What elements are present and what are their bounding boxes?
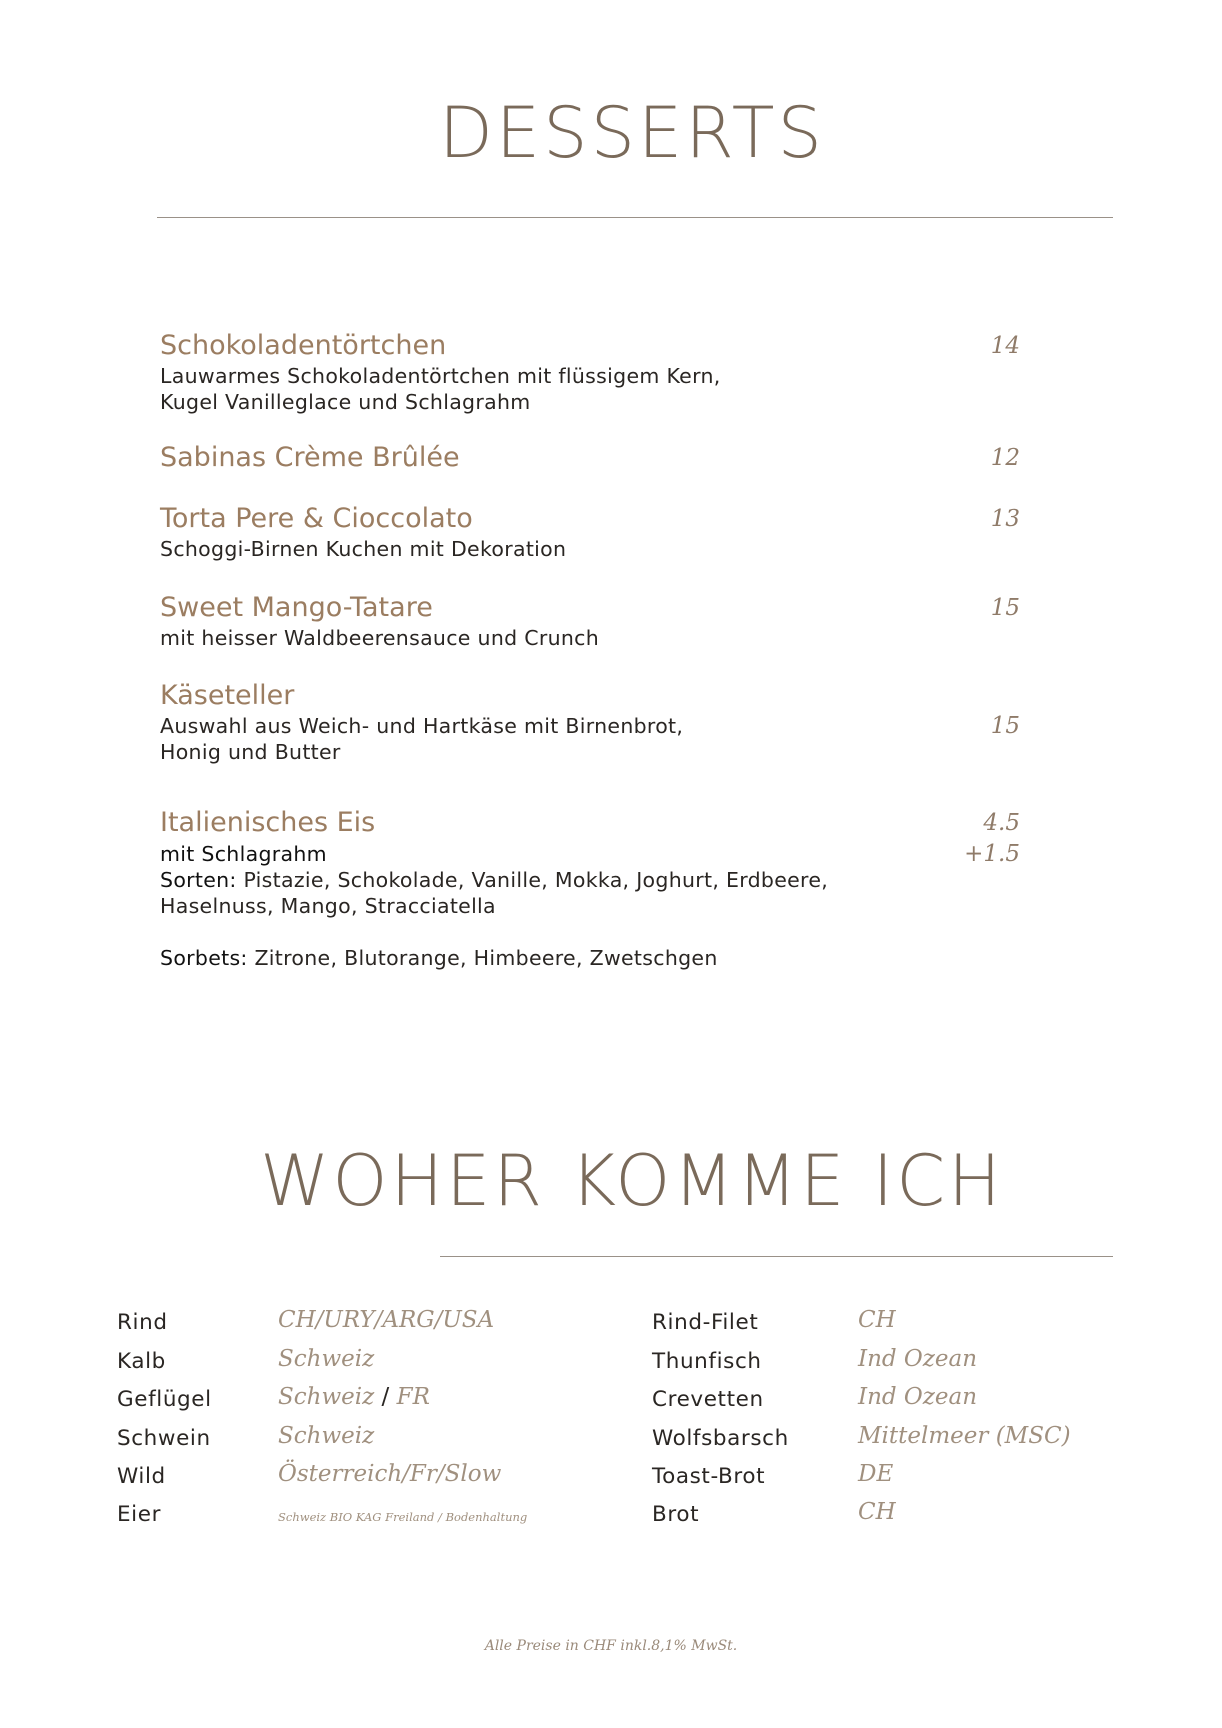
menu-item: [160, 441, 1040, 475]
menu-item: [160, 591, 1040, 651]
item-name: Sweet Mango-Tatare: [160, 592, 433, 623]
menu-item: [160, 679, 1040, 765]
origin-value: Mittelmeer (MSC): [858, 1423, 1071, 1449]
origin-label: Schwein: [117, 1426, 211, 1451]
origin-label: Eier: [117, 1502, 162, 1527]
desserts-divider: [157, 217, 1113, 218]
origin-value-part: FR: [396, 1384, 430, 1410]
menu-item-eis: [160, 806, 1040, 971]
item-description: Honig und Butter: [160, 740, 341, 764]
eis-sorten-line2: Haselnuss, Mango, Stracciatella: [160, 894, 496, 918]
item-price: 15: [990, 713, 1020, 739]
origin-label: Crevetten: [652, 1387, 764, 1412]
origin-value: Österreich/Fr/Slow: [278, 1461, 502, 1487]
extra-price: +1.5: [964, 841, 1020, 867]
origin-label: Toast-Brot: [652, 1464, 766, 1489]
menu-item: [160, 502, 1040, 562]
item-price: 12: [990, 445, 1020, 471]
origin-label: Kalb: [117, 1349, 166, 1374]
item-price: 13: [990, 506, 1020, 532]
origin-value: Ind Ozean: [858, 1346, 978, 1372]
item-price: 15: [990, 595, 1020, 621]
item-description: Schoggi-Birnen Kuchen mit Dekoration: [160, 537, 567, 561]
origin-value: CH/URY/ARG/USA: [278, 1307, 495, 1333]
origin-label: Rind-Filet: [652, 1310, 759, 1335]
price-footnote: Alle Preise in CHF inkl.8,1% MwSt.: [484, 1638, 738, 1654]
eis-extra-label: mit Schlagrahm: [160, 842, 327, 866]
menu-item: [160, 329, 1040, 415]
origin-title: WOHER KOMME ICH: [260, 1140, 1004, 1222]
sorten-label: Sorten:: [160, 868, 237, 892]
sorten-text: Pistazie, Schokolade, Vanille, Mokka, Joghurt, Erdbeere,: [236, 868, 829, 892]
origin-divider: [440, 1256, 1113, 1257]
origin-value-part: Schweiz: [278, 1384, 375, 1410]
item-name: Sabinas Crème Brûlée: [160, 442, 460, 473]
item-price: 4.5: [983, 810, 1020, 836]
origin-label: Geflügel: [117, 1387, 212, 1412]
item-name: Italienisches Eis: [160, 807, 376, 838]
origin-value: CH: [858, 1499, 896, 1525]
item-name: Käseteller: [160, 680, 295, 711]
origin-value: CH: [858, 1307, 896, 1333]
sorbets-line: [160, 945, 1040, 971]
origin-value: Schweiz BIO KAG Freiland / Bodenhaltung: [278, 1510, 528, 1524]
item-name: Schokoladentörtchen: [160, 330, 447, 361]
item-description: Lauwarmes Schokoladentörtchen mit flüssigem Kern,: [160, 364, 721, 388]
sorbets-label: Sorbets:: [160, 946, 248, 970]
origin-label: Wolfsbarsch: [652, 1426, 789, 1451]
origin-value: [278, 1384, 430, 1410]
desserts-title: DESSERTS: [439, 92, 825, 174]
origin-value: Schweiz: [278, 1423, 375, 1449]
origin-label: Rind: [117, 1310, 168, 1335]
origin-label: Wild: [117, 1464, 166, 1489]
eis-sorten-line: [160, 867, 1040, 893]
item-price: 14: [990, 333, 1020, 359]
item-description: Auswahl aus Weich- und Hartkäse mit Birnenbrot,: [160, 714, 684, 738]
origin-label: Brot: [652, 1502, 700, 1527]
origin-value: Ind Ozean: [858, 1384, 978, 1410]
sorbets-text: Zitrone, Blutorange, Himbeere, Zwetschgen: [247, 946, 718, 970]
item-name: Torta Pere & Cioccolato: [160, 503, 473, 534]
origin-label: Thunfisch: [652, 1349, 762, 1374]
origin-value: Schweiz: [278, 1346, 375, 1372]
item-description: Kugel Vanilleglace und Schlagrahm: [160, 390, 531, 414]
item-description: mit heisser Waldbeerensauce und Crunch: [160, 626, 600, 650]
origin-separator: /: [374, 1384, 397, 1410]
origin-value: DE: [858, 1461, 894, 1487]
